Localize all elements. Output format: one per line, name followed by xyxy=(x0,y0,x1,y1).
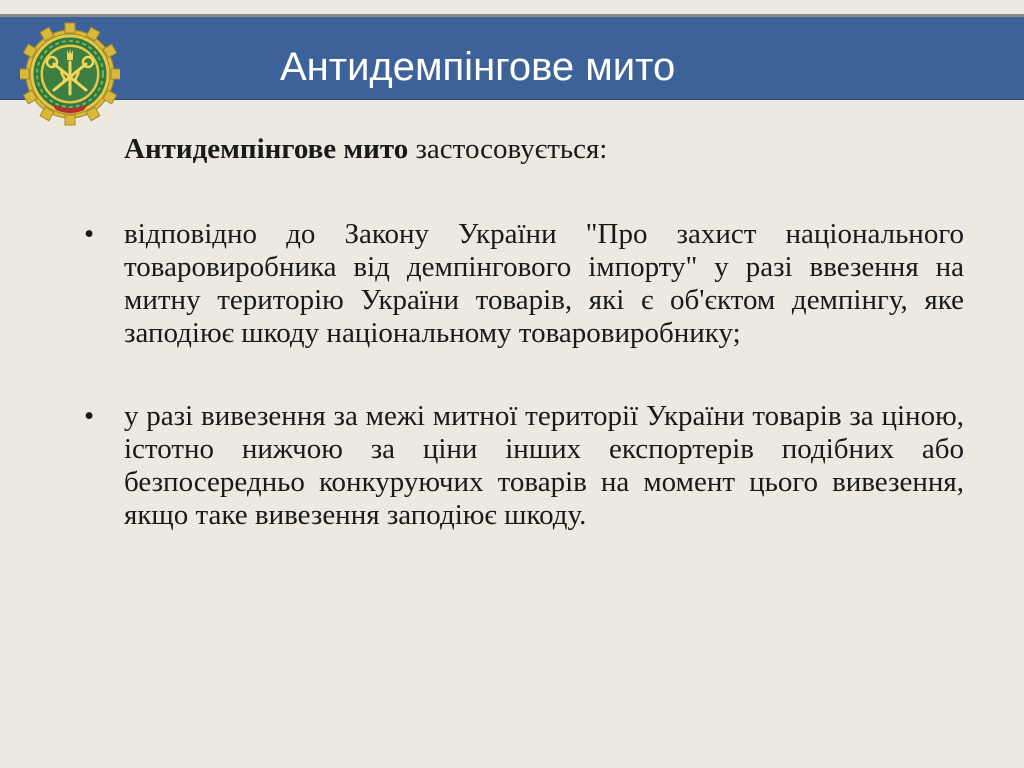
bullet-text: у разі вивезення за межі митної території України товарів за ціною, істотно нижчою за ціни інших експортерів подібних або безпосередньо конкуруючих товарів на момент цього вивезення, якщо таке вивезення заподіює шкоду. xyxy=(124,400,964,531)
bullet-marker: • xyxy=(84,400,95,432)
bullet-text: відповідно до Закону України "Про захист національного товаровиробника від демпінгового імпорту" у разі ввезення на митну територію України товарів, які є об'єктом демпінгу, яке заподіює шкоду національному товаровиробнику; xyxy=(124,218,964,349)
customs-emblem-icon xyxy=(20,22,120,126)
slide-title: Антидемпінгове мито xyxy=(280,45,676,89)
intro-rest: застосовується: xyxy=(408,133,608,165)
bullet-item xyxy=(84,218,964,350)
intro-bold-term: Антидемпінгове мито xyxy=(124,133,409,165)
intro-paragraph xyxy=(124,133,964,166)
bullet-marker: • xyxy=(84,218,95,250)
bullet-item xyxy=(84,400,964,532)
slide-content xyxy=(84,133,964,532)
